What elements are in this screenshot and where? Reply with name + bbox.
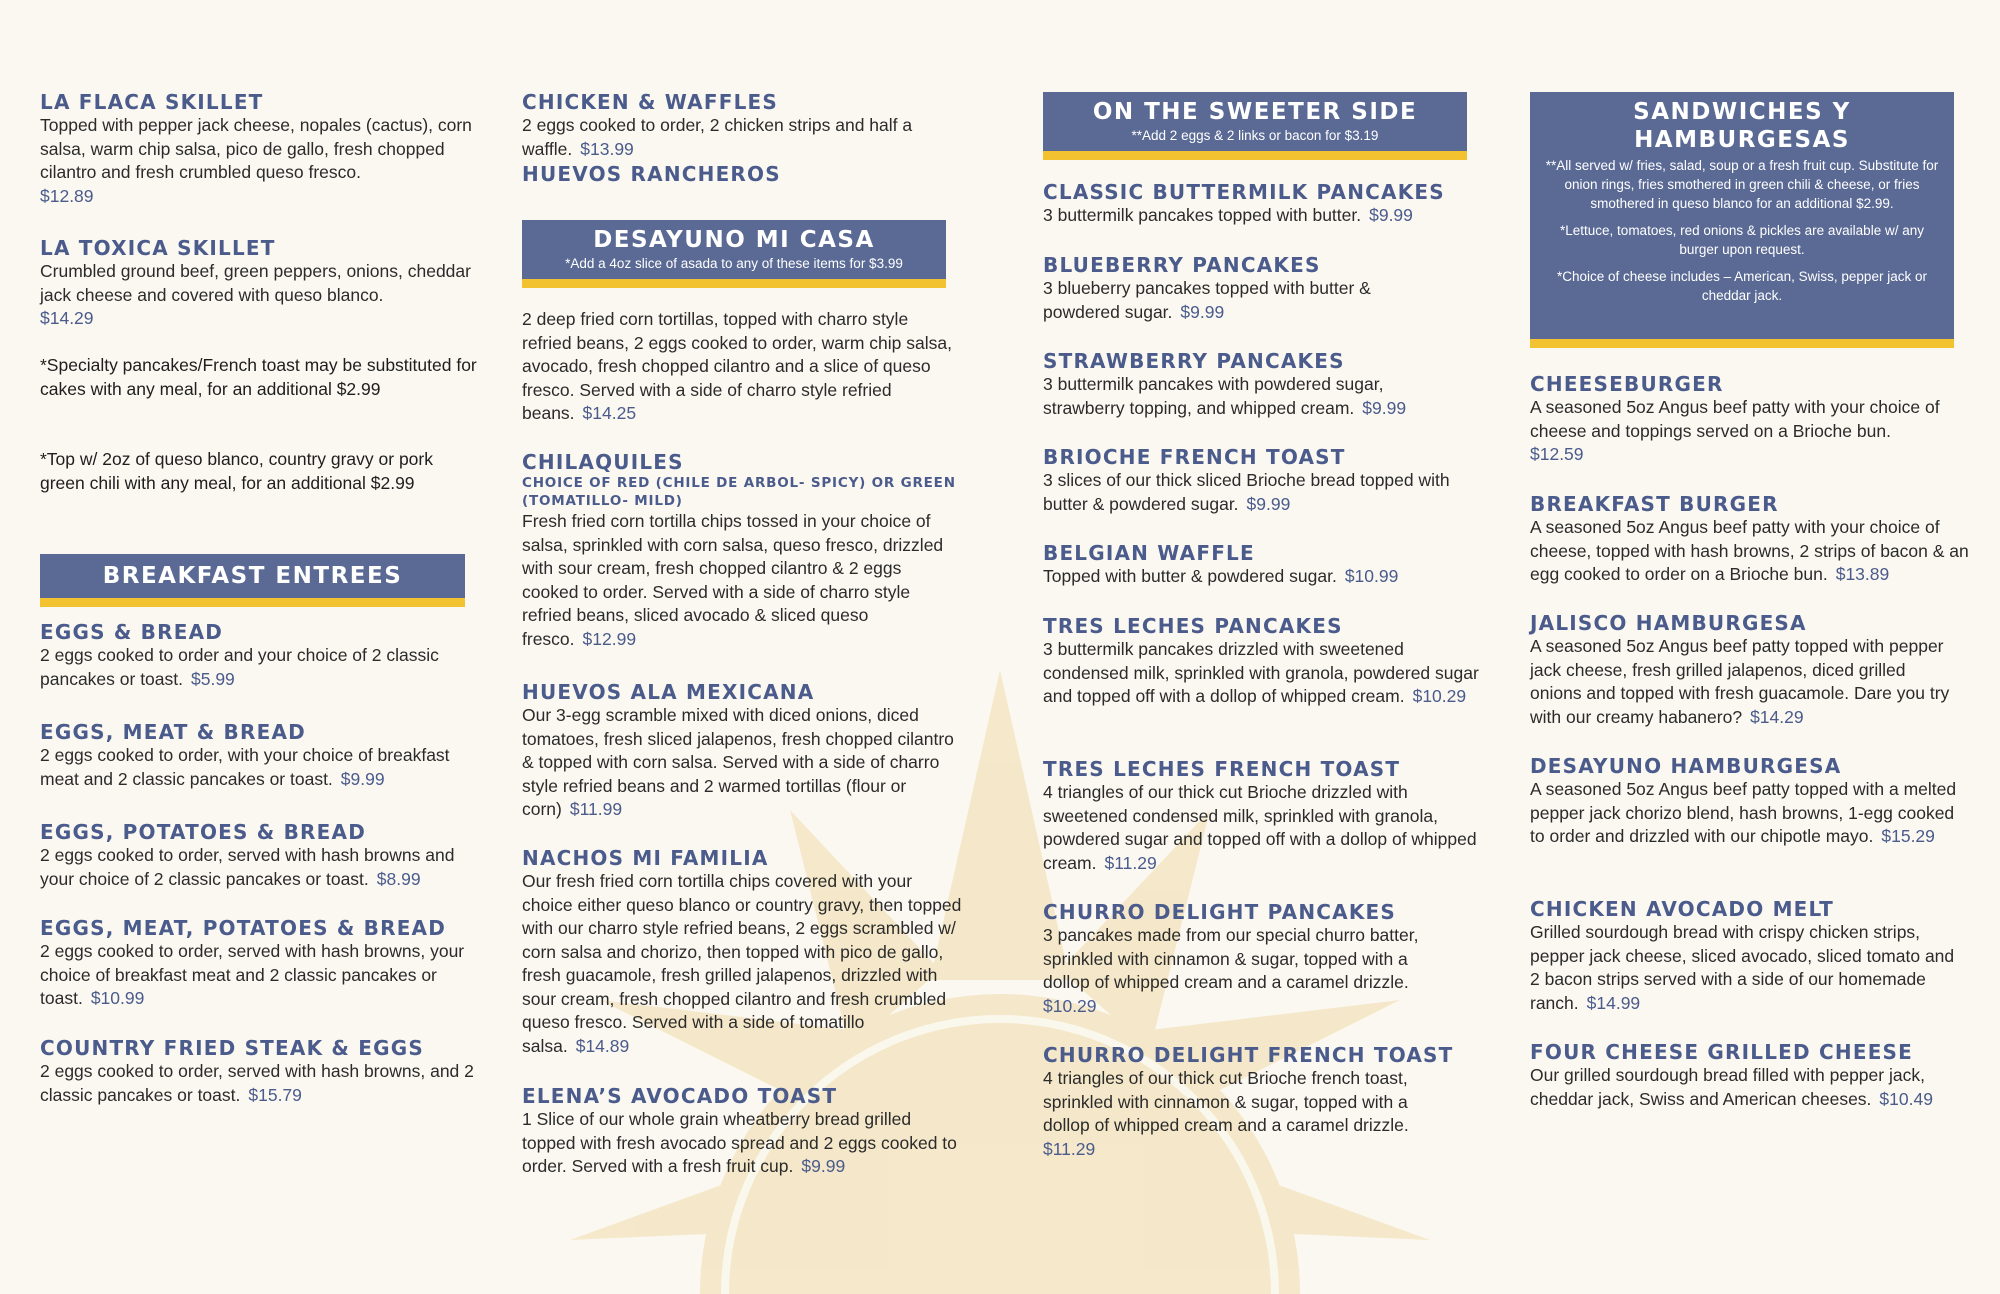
item-price: $14.29 bbox=[40, 308, 94, 328]
item-title: LA FLACA SKILLET bbox=[40, 90, 264, 114]
item-price: $12.59 bbox=[1530, 444, 1584, 464]
banner-subtitle: *Add a 4oz slice of asada to any of these items for $3.99 bbox=[565, 256, 903, 271]
item-description: A seasoned 5oz Angus beef patty with your choice of cheese and toppings served on a Brioche bun. $12.59 bbox=[1530, 396, 1970, 467]
menu-item-eggs-bread bbox=[40, 620, 480, 691]
item-price: $13.89 bbox=[1835, 564, 1890, 584]
banner-title-line-2: HAMBURGESAS bbox=[1634, 127, 1850, 153]
item-description: 2 eggs cooked to order, with your choice of breakfast meat and 2 classic pancakes or toast. $9.99 bbox=[40, 745, 450, 789]
item-title: BREAKFAST BURGER bbox=[1530, 492, 1779, 516]
menu-item-tres-leches-french-toast bbox=[1043, 757, 1483, 875]
item-price: $9.99 bbox=[1369, 205, 1413, 225]
item-price: $14.29 bbox=[1750, 706, 1804, 727]
item-price: $11.29 bbox=[1043, 1138, 1096, 1159]
menu-item-eggs-meat-potatoes-bread bbox=[40, 916, 480, 1011]
menu-item-elenas-avocado-toast bbox=[522, 1084, 962, 1179]
menu-item-chicken-waffles bbox=[522, 90, 962, 161]
item-title: ELENA’S AVOCADO TOAST bbox=[522, 1084, 838, 1108]
item-price: $8.99 bbox=[376, 868, 421, 889]
menu-item-four-cheese-grilled-cheese bbox=[1530, 1040, 1970, 1111]
menu-item-breakfast-burger bbox=[1530, 492, 1970, 587]
menu-item-jalisco-hamburgesa bbox=[1530, 611, 1970, 729]
menu-item-desayuno-hamburgesa bbox=[1530, 754, 1970, 849]
menu-item-churro-delight-french-toast bbox=[1043, 1043, 1483, 1161]
item-description: 3 slices of our thick sliced Brioche bread topped with butter & powdered sugar. $9.99 bbox=[1043, 470, 1450, 514]
item-description: Our 3-egg scramble mixed with diced onions, diced tomatoes, fresh sliced jalapenos, fresh chopped cilantro & topped with corn salsa. Served with a side of charro style refried beans and 2 warmed tortillas (flour or corn) $11.99 bbox=[522, 705, 954, 819]
item-price: $5.99 bbox=[191, 668, 235, 689]
item-price: $14.99 bbox=[1586, 992, 1641, 1013]
item-description: A seasoned 5oz Angus beef patty with your choice of cheese, topped with hash browns, 2 strips of bacon & an egg cooked to order on a Brioche bun. $13.89 bbox=[1530, 517, 1969, 584]
banner-on-the-sweeter-side bbox=[1043, 92, 1467, 160]
item-description: Topped with butter & powdered sugar. $10.99 bbox=[1043, 566, 1399, 586]
item-price: $15.29 bbox=[1881, 826, 1935, 846]
banner-title-line-1: SANDWICHES Y bbox=[1633, 99, 1851, 125]
item-description: 4 triangles of our thick cut Brioche drizzled with sweetened condensed milk, sprinkled with granola, powdered sugar and topped off with a dollop of whipped cream. $11.29 bbox=[1043, 782, 1477, 873]
menu-item-huevos-rancheros bbox=[522, 162, 962, 186]
menu-item-nachos-mi-familia bbox=[522, 846, 962, 1058]
item-price: $13.99 bbox=[580, 138, 634, 159]
item-description: 3 buttermilk pancakes topped with butter. $9.99 bbox=[1043, 205, 1413, 225]
item-title: HUEVOS RANCHEROS bbox=[522, 162, 781, 186]
banner-note-toppings: *Lettuce, tomatoes, red onions & pickles are available w/ any burger upon request. bbox=[1560, 223, 1924, 257]
item-price: $9.99 bbox=[340, 768, 385, 789]
banner-note-sides: **All served w/ fries, salad, soup or a fresh fruit cup. Substitute for onion rings, fries smothered in green chili & cheese, or fries smothered in queso blanco for an additional $2.99. bbox=[1545, 158, 1939, 211]
item-price: $12.99 bbox=[582, 628, 637, 649]
item-description: Our fresh fried corn tortilla chips covered with your choice either queso blanco or country gravy, then topped with our charro style refried beans, 2 eggs scrambled w/ corn salsa and chorizo, then topped with pico de gallo, fresh guacamole, fresh grilled jalapenos, drizzled with sour cream, fresh chopped cilantro and fresh crumbled queso fresco. Served with a side of tomatillo salsa. $14.89 bbox=[522, 871, 962, 1056]
item-description: 2 eggs cooked to order, served with hash browns, your choice of breakfast meat and 2 classic pancakes or toast. $10.99 bbox=[40, 941, 465, 1008]
item-description: 3 buttermilk pancakes drizzled with sweetened condensed milk, sprinkled with granola, powdered sugar and topped off with a dollop of whipped cream. $10.29 bbox=[1043, 639, 1479, 706]
menu-item-eggs-potatoes-bread bbox=[40, 820, 480, 891]
item-description: 2 eggs cooked to order, served with hash browns and your choice of 2 classic pancakes or toast. $8.99 bbox=[40, 845, 455, 889]
menu-item-desayuno-mi-casa bbox=[522, 308, 962, 426]
banner-sandwiches-y-hamburgesas bbox=[1530, 92, 1954, 348]
item-title: EGGS, POTATOES & BREAD bbox=[40, 820, 366, 844]
item-title: BLUEBERRY PANCAKES bbox=[1043, 253, 1321, 277]
item-price: $14.89 bbox=[575, 1035, 630, 1056]
banner-title: ON THE SWEETER SIDE bbox=[1092, 99, 1418, 125]
item-description: 2 eggs cooked to order, served with hash browns, and 2 classic pancakes or toast. $15.79 bbox=[40, 1061, 474, 1105]
menu-item-tres-leches-pancakes bbox=[1043, 614, 1483, 709]
item-subtitle: CHOICE OF RED (CHILE DE ARBOL- SPICY) OR GREEN (TOMATILLO- MILD) bbox=[522, 475, 956, 509]
menu-item-strawberry-pancakes bbox=[1043, 349, 1483, 420]
menu-item-la-toxica-skillet bbox=[40, 236, 480, 331]
banner-title: DESAYUNO MI CASA bbox=[593, 227, 875, 253]
menu-item-chicken-avocado-melt bbox=[1530, 897, 1970, 1015]
item-price: $10.29 bbox=[1043, 995, 1097, 1016]
banner-desayuno-mi-casa bbox=[522, 220, 946, 288]
item-title: CHURRO DELIGHT FRENCH TOAST bbox=[1043, 1043, 1454, 1067]
item-description: 3 pancakes made from our special churro batter, sprinkled with cinnamon & sugar, topped with a dollop of whipped cream and a caramel drizzle. $10.29 bbox=[1043, 924, 1443, 1018]
item-description: 1 Slice of our whole grain wheatberry bread grilled topped with fresh avocado spread and 2 eggs cooked to order. Served with a fresh fruit cup. $9.99 bbox=[522, 1109, 957, 1176]
item-title: EGGS & BREAD bbox=[40, 620, 224, 644]
item-title: EGGS, MEAT & BREAD bbox=[40, 720, 306, 744]
menu-item-churro-delight-pancakes bbox=[1043, 900, 1483, 1018]
menu-item-blueberry-pancakes bbox=[1043, 253, 1483, 324]
menu-item-cheeseburger bbox=[1530, 372, 1970, 467]
menu-item-belgian-waffle bbox=[1043, 541, 1483, 589]
item-title: CLASSIC BUTTERMILK PANCAKES bbox=[1043, 180, 1445, 204]
item-title: CHURRO DELIGHT PANCAKES bbox=[1043, 900, 1396, 924]
item-price: $10.99 bbox=[90, 988, 145, 1008]
item-title: COUNTRY FRIED STEAK & EGGS bbox=[40, 1036, 424, 1060]
item-description: 2 eggs cooked to order, 2 chicken strips and half a waffle. $13.99 bbox=[522, 115, 913, 159]
item-price: $9.99 bbox=[1246, 493, 1291, 514]
item-title: TRES LECHES PANCAKES bbox=[1043, 614, 1343, 638]
item-title: FOUR CHEESE GRILLED CHEESE bbox=[1530, 1040, 1914, 1064]
item-price: $9.99 bbox=[1180, 301, 1225, 322]
banner-breakfast-entrees bbox=[40, 554, 465, 607]
item-title: CHICKEN AVOCADO MELT bbox=[1530, 897, 1835, 921]
item-description: Grilled sourdough bread with crispy chicken strips, pepper jack cheese, sliced avocado, sliced tomato and 2 bacon strips served with a side of our homemade ranch. $14.99 bbox=[1530, 922, 1955, 1013]
item-title: EGGS, MEAT, POTATOES & BREAD bbox=[40, 916, 447, 940]
banner-title: BREAKFAST ENTREES bbox=[102, 563, 403, 589]
item-price: $11.29 bbox=[1104, 852, 1157, 873]
menu-item-huevos-ala-mexicana bbox=[522, 680, 962, 822]
menu-item-classic-buttermilk-pancakes bbox=[1043, 180, 1483, 228]
item-title: CHEESEBURGER bbox=[1530, 372, 1724, 396]
item-price: $10.99 bbox=[1344, 566, 1399, 586]
menu-item-brioche-french-toast bbox=[1043, 445, 1483, 516]
item-title: CHICKEN & WAFFLES bbox=[522, 90, 778, 114]
item-description: 4 triangles of our thick cut Brioche french toast, sprinkled with cinnamon & sugar, topped with a dollop of whipped cream and a caramel drizzle. $11.29 bbox=[1043, 1067, 1443, 1161]
menu-item-la-flaca-skillet bbox=[40, 90, 480, 208]
banner-note-cheese: *Choice of cheese includes – American, Swiss, pepper jack or cheddar jack. bbox=[1557, 269, 1927, 303]
item-title: TRES LECHES FRENCH TOAST bbox=[1043, 757, 1401, 781]
item-title: HUEVOS ALA MEXICANA bbox=[522, 680, 815, 704]
item-description: 3 buttermilk pancakes with powdered sugar, strawberry topping, and whipped cream. $9.99 bbox=[1043, 374, 1407, 418]
banner-subtitle: **Add 2 eggs & 2 links or bacon for $3.19 bbox=[1131, 128, 1379, 143]
item-price: $10.29 bbox=[1412, 686, 1467, 706]
item-title: LA TOXICA SKILLET bbox=[40, 236, 276, 260]
item-description: 2 deep fried corn tortillas, topped with charro style refried beans, 2 eggs cooked to order, warm chip salsa, avocado, fresh chopped cilantro and a slice of queso fresco. Served with a side of charro style refried beans. $14.25 bbox=[522, 309, 952, 423]
item-title: NACHOS MI FAMILIA bbox=[522, 846, 769, 870]
item-price: $11.99 bbox=[569, 799, 623, 819]
menu-item-chilaquiles bbox=[522, 450, 962, 651]
note-specialty-pancakes: *Specialty pancakes/French toast may be substituted for cakes with any meal, for an additional $2.99 bbox=[40, 355, 477, 399]
item-description: A seasoned 5oz Angus beef patty topped with a melted pepper jack chorizo blend, hash browns, 1-egg cooked to order and drizzled with our chipotle mayo. $15.29 bbox=[1530, 779, 1957, 846]
item-title: DESAYUNO HAMBURGESA bbox=[1530, 754, 1842, 778]
menu-item-country-fried-steak bbox=[40, 1036, 480, 1107]
item-description: 3 blueberry pancakes topped with butter & powdered sugar. $9.99 bbox=[1043, 278, 1371, 322]
item-price: $10.49 bbox=[1879, 1088, 1933, 1109]
item-price: $14.25 bbox=[582, 403, 637, 423]
menu-item-eggs-meat-bread bbox=[40, 720, 480, 791]
item-description: Our grilled sourdough bread filled with pepper jack, cheddar jack, Swiss and American cheeses. $10.49 bbox=[1530, 1065, 1933, 1109]
item-title: STRAWBERRY PANCAKES bbox=[1043, 349, 1345, 373]
item-description: Crumbled ground beef, green peppers, onions, cheddar jack cheese and covered with queso blanco. $14.29 bbox=[40, 260, 480, 331]
note-queso-topping: *Top w/ 2oz of queso blanco, country gravy or pork green chili with any meal, for an additional $2.99 bbox=[40, 449, 433, 493]
item-description: A seasoned 5oz Angus beef patty topped with pepper jack cheese, fresh grilled jalapenos, diced grilled onions and topped with fresh guacamole. Dare you try with our creamy habanero? $14.29 bbox=[1530, 636, 1950, 727]
item-price: $12.89 bbox=[40, 185, 94, 206]
item-price: $9.99 bbox=[1362, 397, 1407, 418]
item-price: $15.79 bbox=[248, 1084, 302, 1105]
item-title: BELGIAN WAFFLE bbox=[1043, 541, 1255, 565]
item-title: CHILAQUILES bbox=[522, 450, 684, 474]
item-price: $9.99 bbox=[801, 1156, 846, 1176]
item-title: JALISCO HAMBURGESA bbox=[1530, 611, 1807, 635]
item-description: Topped with pepper jack cheese, nopales (cactus), corn salsa, warm chip salsa, pico de gallo, fresh chopped cilantro and fresh crumbled queso fresco. $12.89 bbox=[40, 114, 480, 208]
item-description: Fresh fried corn tortilla chips tossed in your choice of salsa, sprinkled with corn salsa, queso fresco, drizzled with sour cream, fresh chopped cilantro & 2 eggs cooked to order. Served with a side of charro style refried beans, sliced avocado & sliced queso fresco. $12.99 bbox=[522, 511, 944, 649]
item-description: 2 eggs cooked to order and your choice of 2 classic pancakes or toast. $5.99 bbox=[40, 645, 439, 689]
item-title: BRIOCHE FRENCH TOAST bbox=[1043, 445, 1346, 469]
